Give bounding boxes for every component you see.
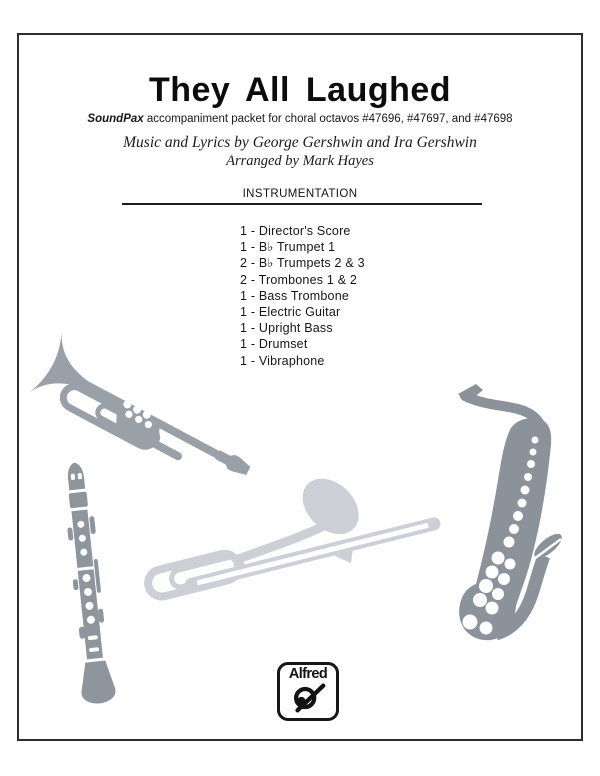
subtitle [19, 113, 581, 125]
list-item: 1 - Director's Score [240, 224, 351, 238]
instrumentation-rule [122, 203, 482, 205]
list-item: 1 - Electric Guitar [240, 305, 341, 320]
list-item: 1 - B♭ Trumpet 1 [240, 240, 336, 255]
list-item: 1 - Drumset [240, 337, 308, 352]
subtitle-text: accompaniment packet for choral octavos #47696, #47697, and #47698 [143, 113, 513, 125]
page-frame [17, 33, 583, 741]
list-item: 1 - Vibraphone [240, 353, 325, 368]
publisher-name: Alfred [288, 666, 328, 682]
list-item: 2 - Trombones 1 & 2 [240, 272, 358, 287]
publisher-logo [277, 662, 339, 721]
credit-music: Music and Lyrics by George Gershwin and Ira Gershwin [123, 134, 477, 151]
instrumentation-heading: INSTRUMENTATION [242, 188, 358, 200]
list-item: 2 - B♭ Trumpets 2 & 3 [240, 256, 365, 271]
soundpax-brand: SoundPax [87, 113, 144, 125]
list-item: 1 - Upright Bass [240, 321, 333, 336]
saxophone-icon [432, 382, 582, 672]
clarinet-icon [49, 458, 124, 707]
list-item: 1 - Bass Trombone [240, 288, 350, 303]
page-title: They All Laughed [148, 71, 452, 109]
instrumentation-list [240, 223, 365, 369]
alfred-mark-icon [289, 683, 327, 713]
trombone-icon [124, 454, 455, 614]
credit-arranger: Arranged by Mark Hayes [226, 153, 374, 169]
